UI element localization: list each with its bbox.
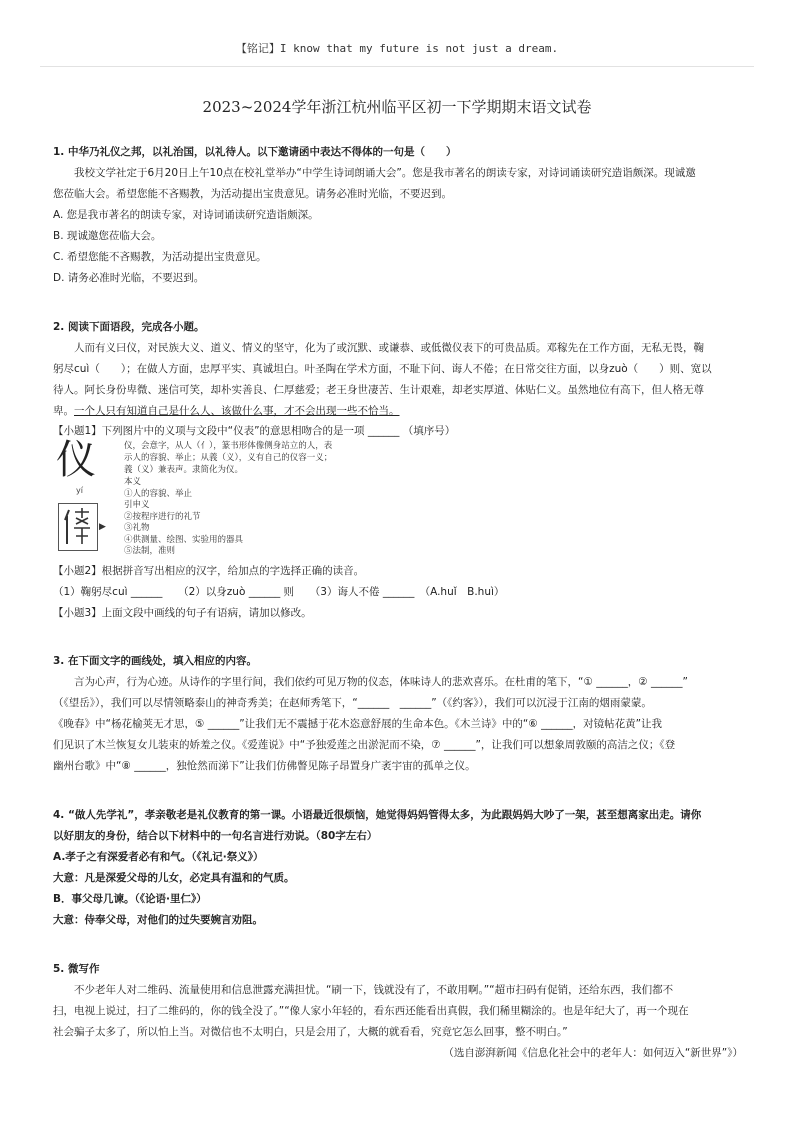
- definition-line: ②按程序进行的礼节: [124, 512, 201, 522]
- q1-option-c: C. 希望您能不吝赐教，为活动提出宝贵意见。: [53, 251, 267, 263]
- seal-script-image: [58, 503, 98, 551]
- definition-line: ⑤法制，准则: [124, 546, 176, 556]
- dictionary-character: 仪: [56, 437, 96, 483]
- q2-subquestion-3: 【小题3】上面文段中画线的句子有语病，请加以修改。: [53, 607, 312, 619]
- q4-stem-line-2: 以好朋友的身份，结合以下材料中的一句名言进行劝说。（80字左右）: [53, 830, 378, 842]
- q2-subquestion-2: 【小题2】根据拼音写出相应的汉字，给加点的字选择正确的读音。: [53, 565, 365, 577]
- q2-subquestion-2-items: （1）鞠躬尽cuì ______ （2）以身zuò ______ 则 （3）诲人不倦 ______ （A.huǐ B.huì）: [53, 586, 505, 598]
- q1-option-d: D. 请务必准时光临，不要迟到。: [53, 272, 205, 284]
- q2-paragraph-line-3: 待人。阿长身份卑微、迷信可笑，却朴实善良、仁厚慈爱；老王身世凄苦、生计艰难，却老实厚道、体贴仁义。虽然地位有高下，但人格无尊: [53, 384, 704, 396]
- q2-paragraph-line-4-start: 卑。: [53, 405, 74, 417]
- q3-paragraph-line-3: 《晚春》中“杨花榆荚无才思，⑤ ______”让我们无不震撼于花木恣意舒展的生命本色。《木兰诗》中的“⑥ ______，对镜帖花黄”让我: [53, 718, 663, 730]
- q3-paragraph-line-1: 言为心声，行为心迹。从诗作的字里行间，我们依约可见万物的仪态，体味诗人的悲欢喜乐。在杜甫的笔下，“① ______，② ______”: [74, 676, 688, 688]
- q2-paragraph-line-2: 躬尽cuì（ ）；在做人方面，忠厚平实、真诚坦白。叶圣陶在学术方面，不耻下问、诲人不倦；在日常交往方面，以身zuò（ ）则、宽以: [53, 363, 712, 375]
- q5-paragraph-line-2: 扫，电视上说过，扫了二维码的，你的钱全没了。”“像人家小年轻的，看东西还能看出真假，我们稀里糊涂的。也是年纪大了，再一个现在: [53, 1005, 689, 1017]
- q3-paragraph-line-4: 们见识了木兰恢复女儿装束的娇羞之仪。《爱莲说》中“予独爱莲之出淤泥而不染，⑦ ______”，让我们可以想象周敦颐的高洁之仪；《登: [53, 739, 676, 751]
- q3-stem: 3. 在下面文字的画线处，填入相应的内容。: [53, 655, 257, 667]
- definition-line: 仪，会意字，从人（亻），篆书形体像侧身站立的人，表: [124, 441, 333, 451]
- q1-option-b: B. 现诚邀您莅临大会。: [53, 230, 162, 242]
- q5-stem: 5. 微写作: [53, 963, 100, 975]
- q3-paragraph-line-5: 幽州台歌》中“⑧ ______，独怆然而涕下”让我们仿佛瞥见陈子昂置身广袤宇宙的孤单之仪。: [53, 760, 476, 772]
- arrow-right-icon: ▶: [99, 522, 106, 532]
- q2-subquestion-1: 【小题1】下列图片中的义项与文段中“仪表”的意思相吻合的是一项 ______ （填序号）: [53, 425, 456, 437]
- header-divider: [40, 66, 754, 67]
- q5-paragraph-line-1: 不少老年人对二维码、流量使用和信息泄露充满担忧。“刷一下，钱就没有了，不敢用啊。”“超市扫码有促销，还给东西，我们都不: [74, 984, 674, 996]
- q1-option-a: A. 您是我市著名的朗读专家，对诗词诵读研究造诣颇深。: [53, 209, 319, 221]
- q1-paragraph-line-1: 我校文学社定于6月20日上午10点在校礼堂举办“中学生诗词朗诵大会”。您是我市著名的朗读专家，对诗词诵读研究造诣颇深。现诚邀: [74, 167, 696, 179]
- q3-paragraph-line-2: （《望岳》），我们可以尽情领略泰山的神奇秀美；在赵师秀笔下，“______ ______”（《约客》），我们可以沉浸于江南的烟雨蒙蒙。: [53, 697, 652, 709]
- dictionary-pinyin: yí: [76, 486, 83, 495]
- q4-material-a-meaning: 大意：凡是深爱父母的儿女，必定具有温和的气质。: [53, 872, 295, 884]
- exam-title: 2023~2024学年浙江杭州临平区初一下学期期末语文试卷: [202, 98, 592, 116]
- q4-material-a: A.孝子之有深爱者必有和气。（《礼记·祭义》）: [53, 851, 264, 863]
- q4-material-b-meaning: 大意：侍奉父母，对他们的过失要婉言劝阻。: [53, 914, 263, 926]
- page-header: 【铭记】I know that my future is not just a dream.: [235, 42, 559, 55]
- q2-stem: 2. 阅读下面语段，完成各小题。: [53, 321, 205, 333]
- q2-paragraph-line-1: 人而有义曰仪，对民族大义、道义、情义的坚守，化为了或沉默、或谦恭、或低微仪表下的可贵品质。邓稼先在工作方面，无私无畏，鞠: [74, 342, 704, 354]
- q2-paragraph-line-4: [53, 404, 743, 418]
- q1-paragraph-line-2: 您莅临大会。希望您能不吝赐教，为活动提出宝贵意见。请务必准时光临，不要迟到。: [53, 188, 452, 200]
- q4-stem-line-1: 4. “做人先学礼”，孝亲敬老是礼仪教育的第一课。小语最近很烦恼，她觉得妈妈管得太多，为此跟妈妈大吵了一架，甚至想离家出走。请你: [53, 809, 702, 821]
- definition-heading: 引申义: [124, 500, 150, 510]
- q2-underlined-sentence: 一个人只有知道自己是什么人、该做什么事，才不会出现一些不恰当。: [74, 405, 400, 417]
- definition-line: 義（义）兼表声。隶简化为仪。: [124, 465, 244, 475]
- q4-material-b: B．事父母几谏。（《论语·里仁》）: [53, 893, 207, 905]
- seal-script-glyph: [59, 504, 97, 550]
- definition-line: ③礼物: [124, 523, 150, 533]
- q1-stem: 1. 中华乃礼仪之邦，以礼治国，以礼待人。以下邀请函中表达不得体的一句是（ ）: [53, 146, 457, 158]
- q5-source: （选自澎湃新闻《信息化社会中的老年人：如何迈入“新世界”》）: [443, 1047, 743, 1059]
- q5-paragraph-line-3: 社会骗子太多了，所以怕上当。对微信也不太明白，只是会用了，大概的就看看，究竟它怎么回事，整不明白。”: [53, 1026, 568, 1038]
- definition-heading: 本义: [124, 477, 142, 487]
- definition-line: ④供测量、绘图、实验用的器具: [124, 535, 244, 545]
- definition-line: ①人的容貌、举止: [124, 489, 193, 499]
- definition-line: 示人的容貌、举止；从義（义），义有自己的仪容一义；: [124, 453, 333, 463]
